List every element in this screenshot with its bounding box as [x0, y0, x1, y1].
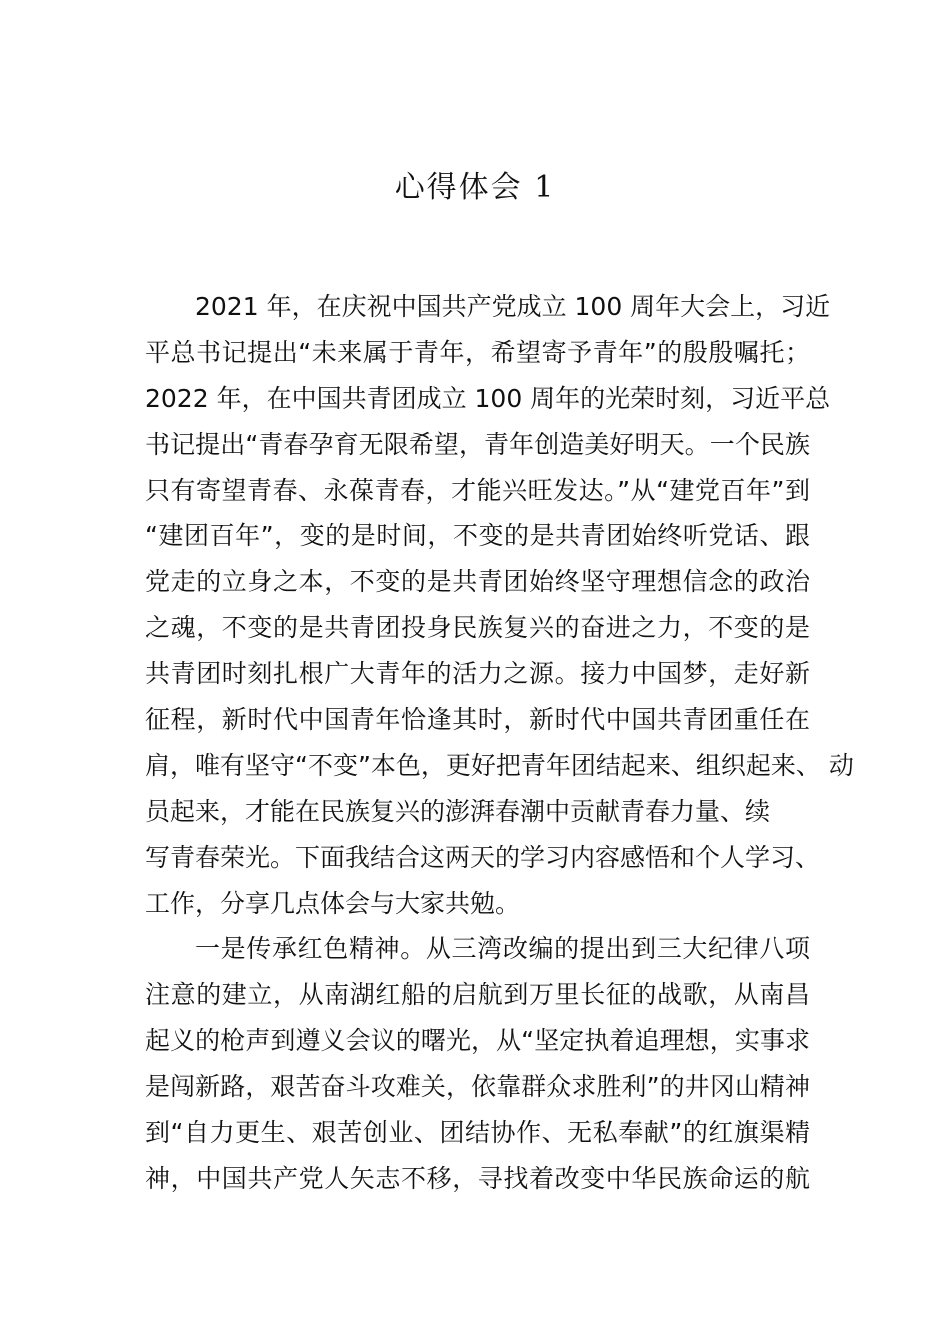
paragraph-1-line: 书记提出“青春孕育无限希望，青年创造美好明天。一个民族 — [145, 429, 810, 459]
paragraph-1-line: “建团百年”，变的是时间，不变的是共青团始终听党话、跟 — [145, 521, 810, 551]
paragraph-1-line: 共青团时刻扎根广大青年的活力之源。接力中国梦，走好新 — [145, 659, 810, 689]
paragraph-1-line: 2021 年，在庆祝中国共产党成立 100 周年大会上，习近 — [195, 292, 831, 321]
paragraph-1-line: 之魂，不变的是共青团投身民族复兴的奋进之力，不变的是 — [145, 613, 810, 643]
paragraph-2-line: 注意的建立，从南湖红船的启航到万里长征的战歌，从南昌 — [145, 980, 810, 1010]
page-title: 心得体会 1 — [394, 170, 556, 205]
paragraph-1-line: 平总书记提出“未来属于青年，希望寄予青年”的殷殷嘱托； — [145, 337, 810, 367]
paragraph-1-line: 肩，唯有坚守“不变”本色，更好把青年团结起来、组织起来、 动 — [145, 750, 854, 780]
document-body — [145, 284, 854, 1202]
paragraph-2-line: 一是传承红色精神。从三湾改编的提出到三大纪律八项 — [195, 934, 810, 964]
paragraph-2-line: 起义的枪声到遵义会议的曙光，从“坚定执着追理想，实事求 — [145, 1026, 810, 1056]
paragraph-1-line: 员起来，才能在民族复兴的澎湃春潮中贡献青春力量、续 — [145, 796, 771, 826]
paragraph-2-line: 神，中国共产党人矢志不移，寻找着改变中华民族命运的航 — [145, 1163, 810, 1193]
paragraph-1-line: 2022 年，在中国共青团成立 100 周年的光荣时刻，习近平总 — [145, 383, 831, 413]
paragraph-2-line: 是闯新路，艰苦奋斗攻难关，依靠群众求胜利”的井冈山精神 — [145, 1072, 810, 1102]
paragraph-1-line: 写青春荣光。下面我结合这两天的学习内容感悟和个人学习、 — [145, 842, 821, 872]
paragraph-1-line: 征程，新时代中国青年恰逢其时，新时代中国共青团重任在 — [145, 705, 810, 735]
paragraph-1-line: 党走的立身之本，不变的是共青团始终坚守理想信念的政治 — [145, 567, 810, 597]
paragraph-2-line: 到“自力更生、艰苦创业、团结协作、无私奉献”的红旗渠精 — [145, 1118, 810, 1148]
paragraph-1-line: 只有寄望青春、永葆青春，才能兴旺发达。”从“建党百年”到 — [145, 475, 810, 505]
paragraph-1-line: 工作，分享几点体会与大家共勉。 — [145, 888, 521, 918]
